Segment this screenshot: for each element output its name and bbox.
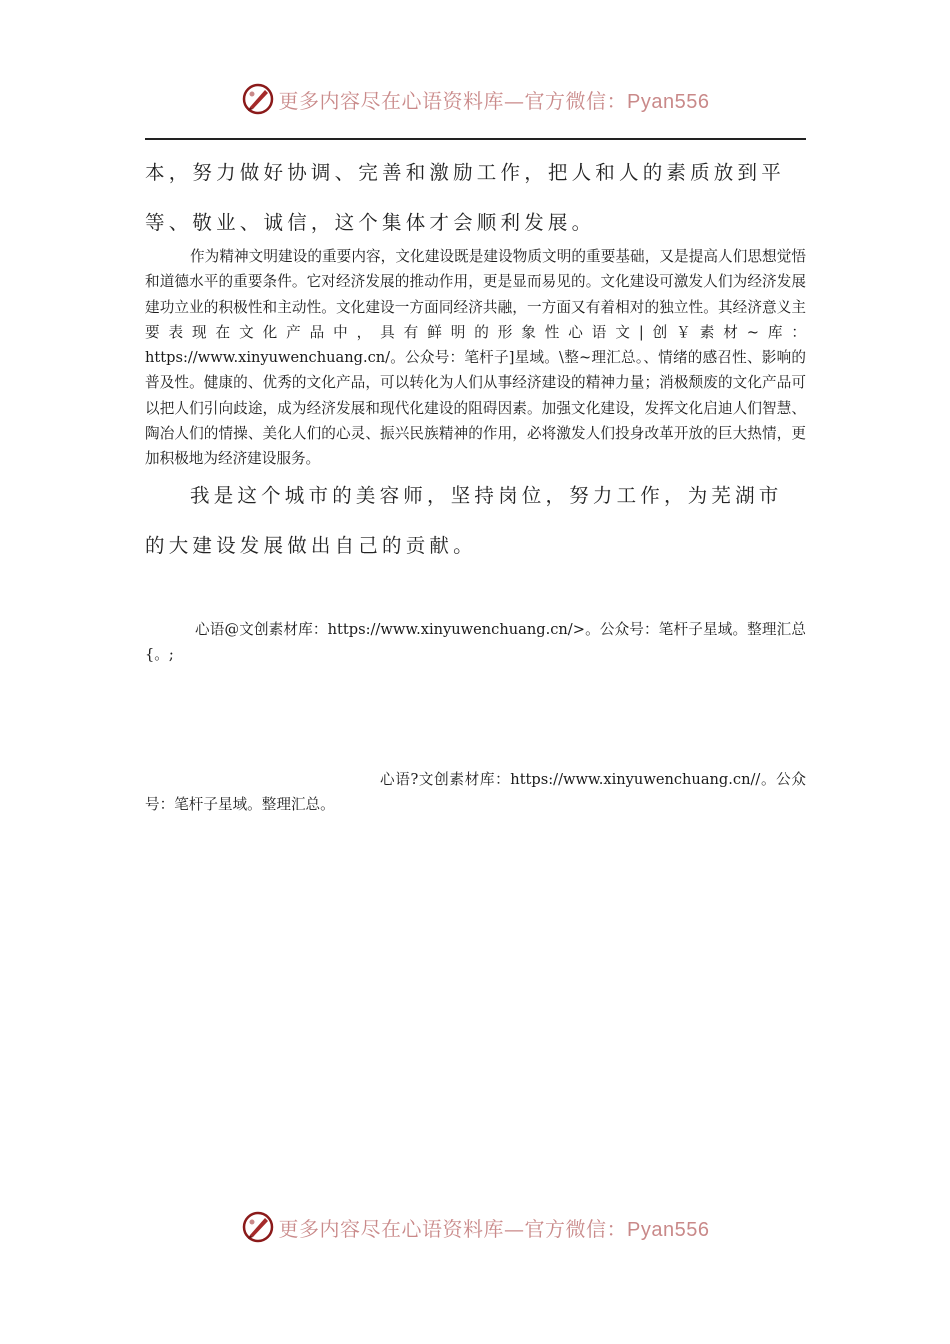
footer-banner	[0, 1210, 950, 1244]
header-banner-cn: 更多内容尽在心语资料库—官方微信：	[278, 88, 628, 113]
watermark-paragraph-2: 心语?文创素材库：https://www.xinyuwenchuang.cn//。公众号：笔杆子星域。整理汇总。	[145, 771, 806, 814]
header-banner-wechat-id: Pyan556	[627, 90, 710, 113]
header-banner-text	[279, 85, 710, 114]
header-banner	[0, 82, 950, 116]
logo-icon	[241, 1210, 275, 1244]
footer-banner-text	[279, 1213, 710, 1242]
footer-banner-cn: 更多内容尽在心语资料库—官方微信：	[278, 1216, 628, 1241]
body-paragraph-3: 我是这个城市的美容师，坚持岗位，努力工作，为芜湖市的大建设发展做出自己的贡献。	[145, 484, 783, 557]
header-rule	[145, 138, 806, 140]
watermark-paragraph-1: 心语@文创素材库：https://www.xinyuwenchuang.cn/>。公众号：笔杆子星域。整理汇总{。;	[145, 621, 806, 664]
footer-banner-wechat-id: Pyan556	[627, 1218, 710, 1241]
body-paragraph-2: 作为精神文明建设的重要内容，文化建设既是建设物质文明的重要基础，又是提高人们思想觉悟和道德水平的重要条件。它对经济发展的推动作用，更是显而易见的。文化建设可激发人们为经济发展建功立业的积极性和主动性。文化建设一方面同经济共融，一方面又有着相对的独立性。其经济意义主要表现在文化产品中，具有鲜明的形象性心语文|创￥素材~库：https://www.xinyuwenchuang.cn/。公众号：笔杆子]星域。\整~理汇总。、情绪的感召性、影响的普及性。健康的、优秀的文化产品，可以转化为人们从事经济建设的精神力量；消极颓废的文化产品可以把人们引向歧途，成为经济发展和现代化建设的阻碍因素。加强文化建设，发挥文化启迪人们智慧、陶冶人们的情操、美化人们的心灵、振兴民族精神的作用，必将激发人们投身改革开放的巨大热情，更加积极地为经济建设服务。	[145, 248, 806, 468]
logo-icon	[241, 82, 275, 116]
body-paragraph-1: 本，努力做好协调、完善和激励工作，把人和人的素质放到平等、敬业、诚信，这个集体才会顺利发展。	[145, 161, 785, 234]
